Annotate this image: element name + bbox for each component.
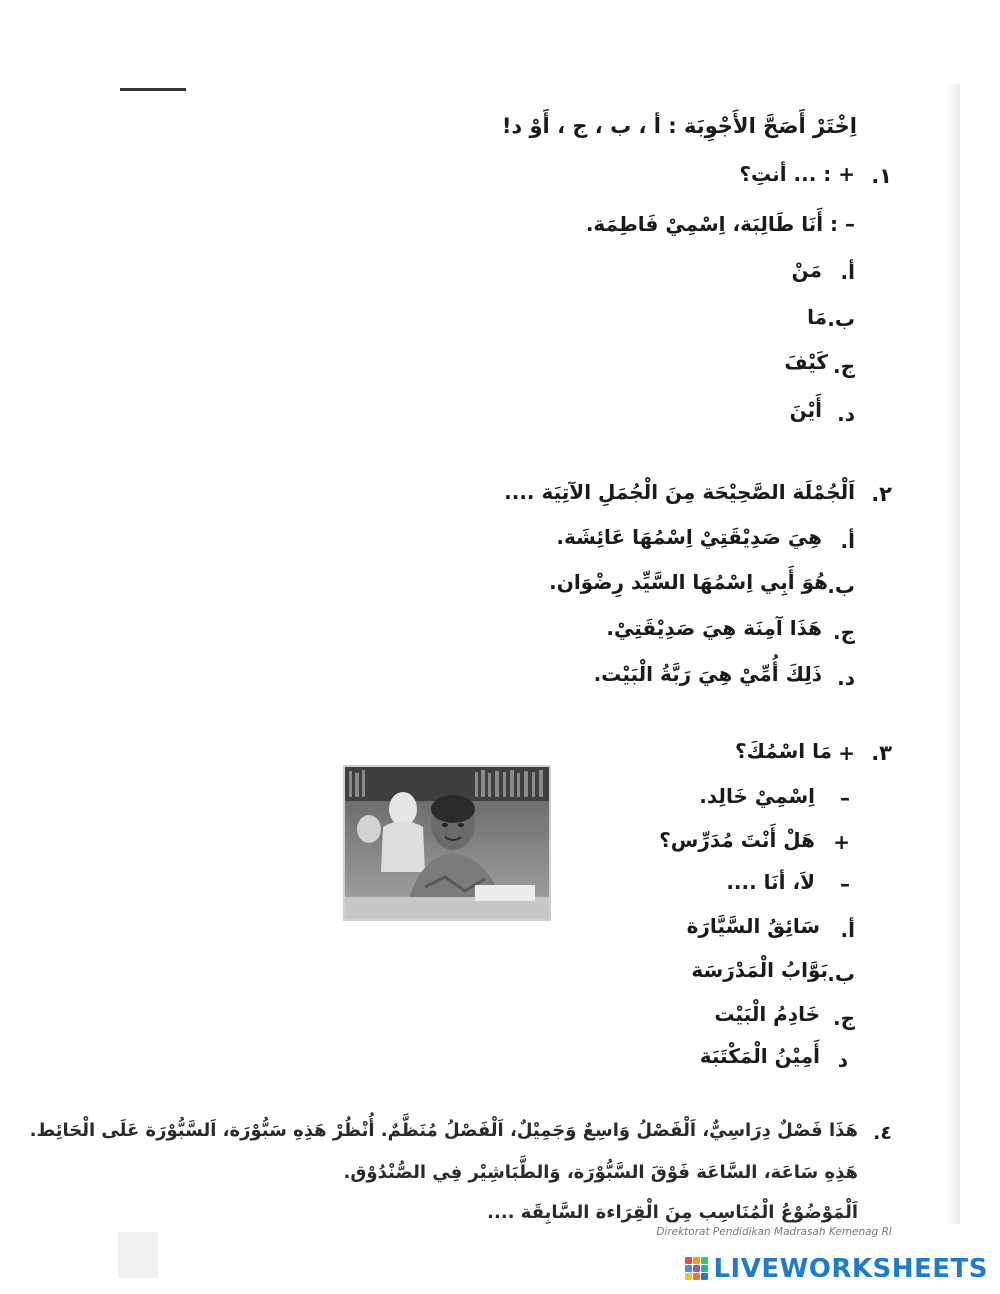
q1-option-letter: د. — [837, 402, 855, 426]
q1-option-letter: أ. — [840, 260, 855, 284]
q2-option-letter: ب. — [827, 574, 855, 598]
q3-option-letter: د — [837, 1048, 848, 1072]
q2-option-letter: د. — [837, 666, 855, 690]
q3-option-d[interactable]: أَمِيْنُ الْمَكْتَبَة — [699, 1044, 820, 1068]
q1-option-d[interactable]: أَيْنَ — [789, 398, 822, 422]
q2-number: ٢. — [871, 482, 892, 506]
liveworksheets-logo-icon — [685, 1257, 709, 1281]
q2-option-c[interactable]: هَذَا آمِنَة هِيَ صَدِيْقَتِيْ. — [606, 616, 822, 640]
q3-option-b[interactable]: بَوَّابُ الْمَدْرَسَة — [691, 958, 828, 982]
q1-number: ١. — [871, 164, 892, 188]
q2-option-b[interactable]: هُوَ أَبِي اِسْمُهَا السَّيِّد رِضْوَان. — [549, 570, 828, 594]
q3-option-letter: ب. — [827, 962, 855, 986]
q2-stem: اَلْجُمْلَة الصَّحِيْحَة مِنَ الْجُمَلِ الآتِيَة .... — [504, 480, 855, 504]
q1-option-letter: ج. — [832, 354, 855, 378]
q1-answer-line: – : أَنَا طَالِبَة، اِسْمِيْ فَاطِمَة. — [585, 212, 855, 236]
q4-number: ٤. — [873, 1122, 892, 1144]
q4-line-1: هَذَا فَصْلٌ دِرَاسِيٌّ، اَلْفَصْلُ وَاسِعٌ وَجَمِيْلٌ، اَلْفَصْلُ مُنَظَّمٌ. أُنْظُرْ هَذِهِ سَبُّوْرَة، اَلسَّبُّوْرَة عَلَى الْحَائِط. — [29, 1120, 858, 1141]
q3-dialogue-line: لاَ، أنَا .... — [726, 870, 815, 894]
q3-option-letter: أ. — [840, 918, 855, 942]
q3-dialogue-line: مَا اسْمُكَ؟ — [734, 739, 832, 763]
q1-option-a[interactable]: مَنْ — [791, 258, 822, 282]
q4-line-3: اَلْمَوْضُوْعُ الْمُنَاسِب مِنَ الْقِرَاءة السَّابِقَة .... — [487, 1202, 858, 1223]
q2-option-a[interactable]: هِيَ صَدِيْقَتِيْ اِسْمُهَا عَائِشَة. — [556, 525, 822, 549]
liveworksheets-wordmark: LIVEWORKSHEETS — [713, 1254, 988, 1284]
q3-dialogue-mark: – — [840, 872, 850, 896]
q1-option-c[interactable]: كَيْفَ — [784, 350, 828, 374]
q1-prompt-line: + : ... أنتِ؟ — [739, 162, 855, 186]
q3-dialogue-mark: – — [840, 786, 850, 810]
header-rule — [120, 88, 186, 91]
q2-option-letter: أ. — [840, 529, 855, 553]
q3-dialogue-mark: + — [833, 830, 850, 854]
photo-illustration — [345, 767, 549, 919]
scan-smudge — [118, 1232, 158, 1278]
teacher-photo — [343, 765, 551, 921]
liveworksheets-brand[interactable] — [685, 1254, 988, 1284]
instruction-text: اِخْتَرْ أَصَحَّ الأَجْوِبَة : أ ، ب ، ج ، أَوْ د! — [501, 114, 857, 138]
footer-credit: Direktorat Pendidikan Madrasah Kemenag RI — [656, 1226, 892, 1238]
q2-option-letter: ج. — [832, 620, 855, 644]
q2-option-d[interactable]: ذَلِكَ أُمِّيْ هِيَ رَبَّةُ الْبَيْت. — [593, 662, 822, 686]
q3-number: ٣. — [871, 741, 892, 765]
q3-option-c[interactable]: خَادِمُ الْبَيْت — [714, 1002, 820, 1026]
q1-option-letter: ب. — [827, 307, 855, 331]
scan-shadow — [946, 84, 960, 1224]
q3-dialogue-mark: + — [838, 741, 855, 765]
q3-dialogue-line: اِسْمِيْ خَالِد. — [699, 784, 815, 808]
q3-option-letter: ج. — [832, 1006, 855, 1030]
q1-option-b[interactable]: مَا — [807, 305, 827, 329]
q3-option-a[interactable]: سَائِقُ السَّيَّارَة — [686, 914, 820, 938]
q3-dialogue-line: هَلْ أَنْتَ مُدَرِّس؟ — [659, 828, 815, 852]
q4-line-2: هَذِهِ سَاعَة، السَّاعَة فَوْقَ السَّبُّوْرَة، وَالطَّبَاشِيْر فِي الصُّنْدُوْق. — [343, 1162, 858, 1183]
